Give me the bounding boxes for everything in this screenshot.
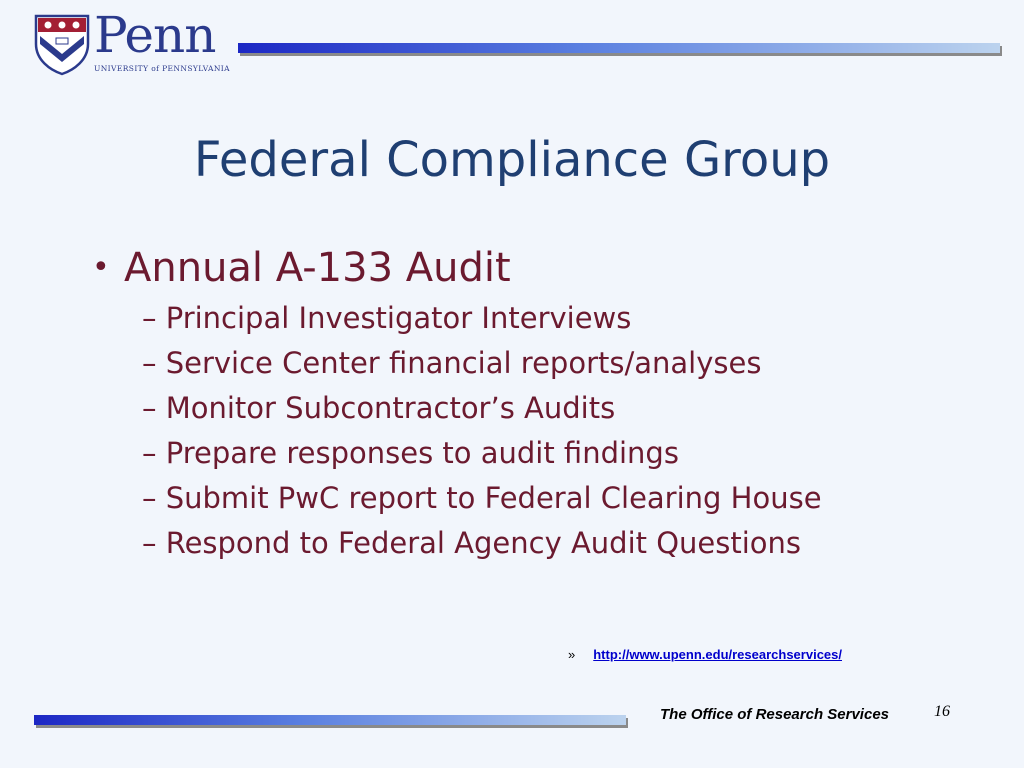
main-bullet-text: Annual A-133 Audit — [124, 245, 511, 291]
bullet-dot-icon: • — [92, 250, 110, 285]
footer-office-name: The Office of Research Services — [660, 706, 889, 723]
page-number: 16 — [934, 703, 950, 720]
sub-bullet-text: Monitor Subcontractor’s Audits — [165, 391, 616, 425]
logo-subtitle: UNIVERSITY of PENNSYLVANIA — [94, 64, 230, 73]
footer-gradient-bar — [34, 715, 626, 725]
sub-bullet-text: Service Center financial reports/analyses — [165, 346, 762, 380]
sub-bullet: – Monitor Subcontractor’s Audits — [142, 391, 616, 425]
sub-bullet: – Prepare responses to audit findings — [142, 436, 679, 470]
sub-bullet-list — [142, 300, 890, 570]
logo-wordmark: Penn — [94, 6, 216, 64]
penn-shield-icon — [34, 14, 90, 76]
sub-bullet-text: Principal Investigator Interviews — [165, 301, 632, 335]
sub-bullet-text: Prepare responses to audit findings — [165, 436, 679, 470]
sub-bullet-text: Respond to Federal Agency Audit Questions — [165, 526, 802, 560]
penn-logo — [34, 6, 230, 78]
sub-bullet: – Principal Investigator Interviews — [142, 301, 632, 335]
research-services-link[interactable]: http://www.upenn.edu/researchservices/ — [593, 647, 842, 662]
sub-bullet: – Respond to Federal Agency Audit Questions — [142, 526, 802, 560]
slide-title: Federal Compliance Group — [193, 132, 831, 188]
link-marker: » — [568, 647, 576, 662]
sub-bullet-text: Submit PwC report to Federal Clearing House — [165, 481, 822, 515]
main-bullet — [92, 244, 511, 292]
sub-bullet: – Submit PwC report to Federal Clearing House — [142, 481, 822, 515]
header-gradient-bar — [238, 43, 1000, 53]
link-row — [568, 647, 842, 662]
sub-bullet: – Service Center financial reports/analyses — [142, 346, 762, 380]
